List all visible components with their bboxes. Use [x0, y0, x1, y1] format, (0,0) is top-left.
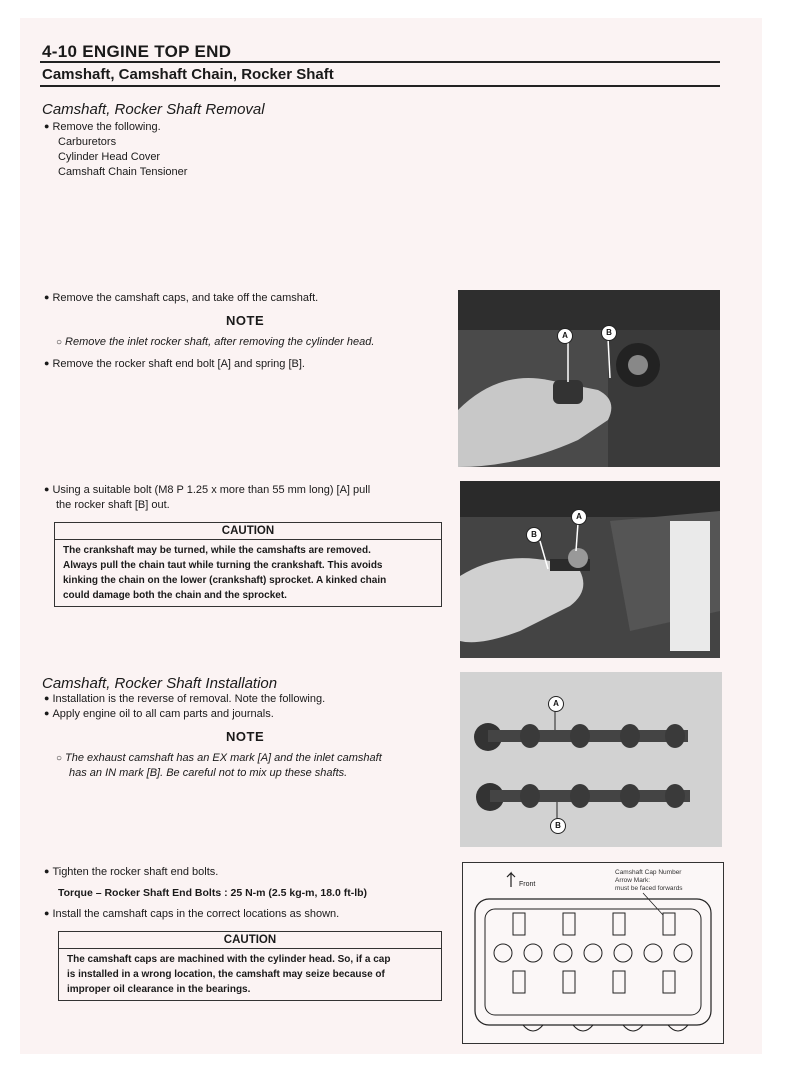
note-heading: NOTE	[226, 729, 265, 744]
cap-location-drawing	[463, 863, 723, 1043]
note-heading: NOTE	[226, 313, 265, 328]
photo-pull-shaft	[460, 481, 720, 658]
caution-heading: CAUTION	[55, 523, 441, 540]
removal-title: Camshaft, Rocker Shaft Removal	[42, 101, 265, 118]
cap-location-diagram	[462, 862, 724, 1044]
installation-title: Camshaft, Rocker Shaft Installation	[42, 675, 278, 692]
diagram-legend-line: must be faced forwards	[615, 885, 683, 892]
diagram-legend-line: Arrow Mark:	[615, 877, 651, 884]
step-pull-shaft-cont: the rocker shaft [B] out.	[56, 499, 170, 511]
subsection-rule	[40, 85, 720, 87]
caution-body	[59, 949, 441, 1000]
caution-line: The crankshaft may be turned, while the camshafts are removed.	[63, 545, 371, 556]
caution-line: is installed in a wrong location, the camshaft may seize because of	[67, 969, 385, 980]
caution-line: kinking the chain on the lower (crankshaft) sprocket. A kinked chain	[63, 575, 387, 586]
heading-rule	[40, 61, 720, 63]
caution-line: improper oil clearance in the bearings.	[67, 984, 251, 995]
diagram-legend	[615, 869, 683, 893]
caution-body	[55, 540, 441, 606]
label-b: B	[550, 818, 566, 834]
step-remove-caps: ● Remove the camshaft caps, and take off the camshaft.	[44, 291, 318, 306]
removal-item: Cylinder Head Cover	[58, 151, 161, 163]
photo-pull-shaft-image	[460, 481, 720, 658]
photo-camshafts-image	[460, 672, 722, 847]
front-label: Front	[519, 881, 536, 888]
torque-spec: Torque – Rocker Shaft End Bolts : 25 N-m (2.5 kg-m, 18.0 ft-lb)	[58, 887, 368, 899]
step-pull-shaft: ● Using a suitable bolt (M8 P 1.25 x more than 55 mm long) [A] pull	[44, 483, 370, 498]
subsection-title: Camshaft, Camshaft Chain, Rocker Shaft	[42, 66, 334, 83]
install-step: ● Apply engine oil to all cam parts and journals.	[44, 707, 274, 722]
caution-line: could damage both the chain and the sprocket.	[63, 590, 287, 601]
caution-heading: CAUTION	[59, 932, 441, 949]
label-b: B	[601, 325, 617, 341]
step-remove-bolt: ● Remove the rocker shaft end bolt [A] and spring [B].	[44, 357, 305, 372]
note-text-cont: has an IN mark [B]. Be careful not to mix up these shafts.	[69, 767, 348, 779]
label-b: B	[526, 527, 542, 543]
caution-line: Always pull the chain taut while turning the crankshaft. This avoids	[63, 560, 383, 571]
install-step: ● Installation is the reverse of removal. Note the following.	[44, 692, 325, 707]
removal-item: Carburetors	[58, 136, 117, 148]
diagram-legend-line: Camshaft Cap Number	[615, 869, 682, 876]
removal-item: Camshaft Chain Tensioner	[58, 166, 188, 178]
photo-camshafts	[460, 672, 722, 847]
photo-end-bolt	[458, 290, 720, 467]
label-a: A	[548, 696, 564, 712]
install-step: ● Tighten the rocker shaft end bolts.	[44, 865, 218, 880]
note-text: ○ The exhaust camshaft has an EX mark [A] and the inlet camshaft	[56, 751, 382, 766]
removal-intro: ● Remove the following.	[44, 120, 161, 135]
install-step: ● Install the camshaft caps in the correct locations as shown.	[44, 907, 339, 922]
photo-end-bolt-image	[458, 290, 720, 467]
page-heading: 4-10 ENGINE TOP END	[42, 42, 232, 61]
caution-box	[54, 522, 442, 607]
label-a: A	[557, 328, 573, 344]
caution-line: The camshaft caps are machined with the cylinder head. So, if a cap	[67, 954, 391, 965]
caution-box	[58, 931, 442, 1001]
label-a: A	[571, 509, 587, 525]
note-text: ○ Remove the inlet rocker shaft, after removing the cylinder head.	[56, 335, 374, 350]
